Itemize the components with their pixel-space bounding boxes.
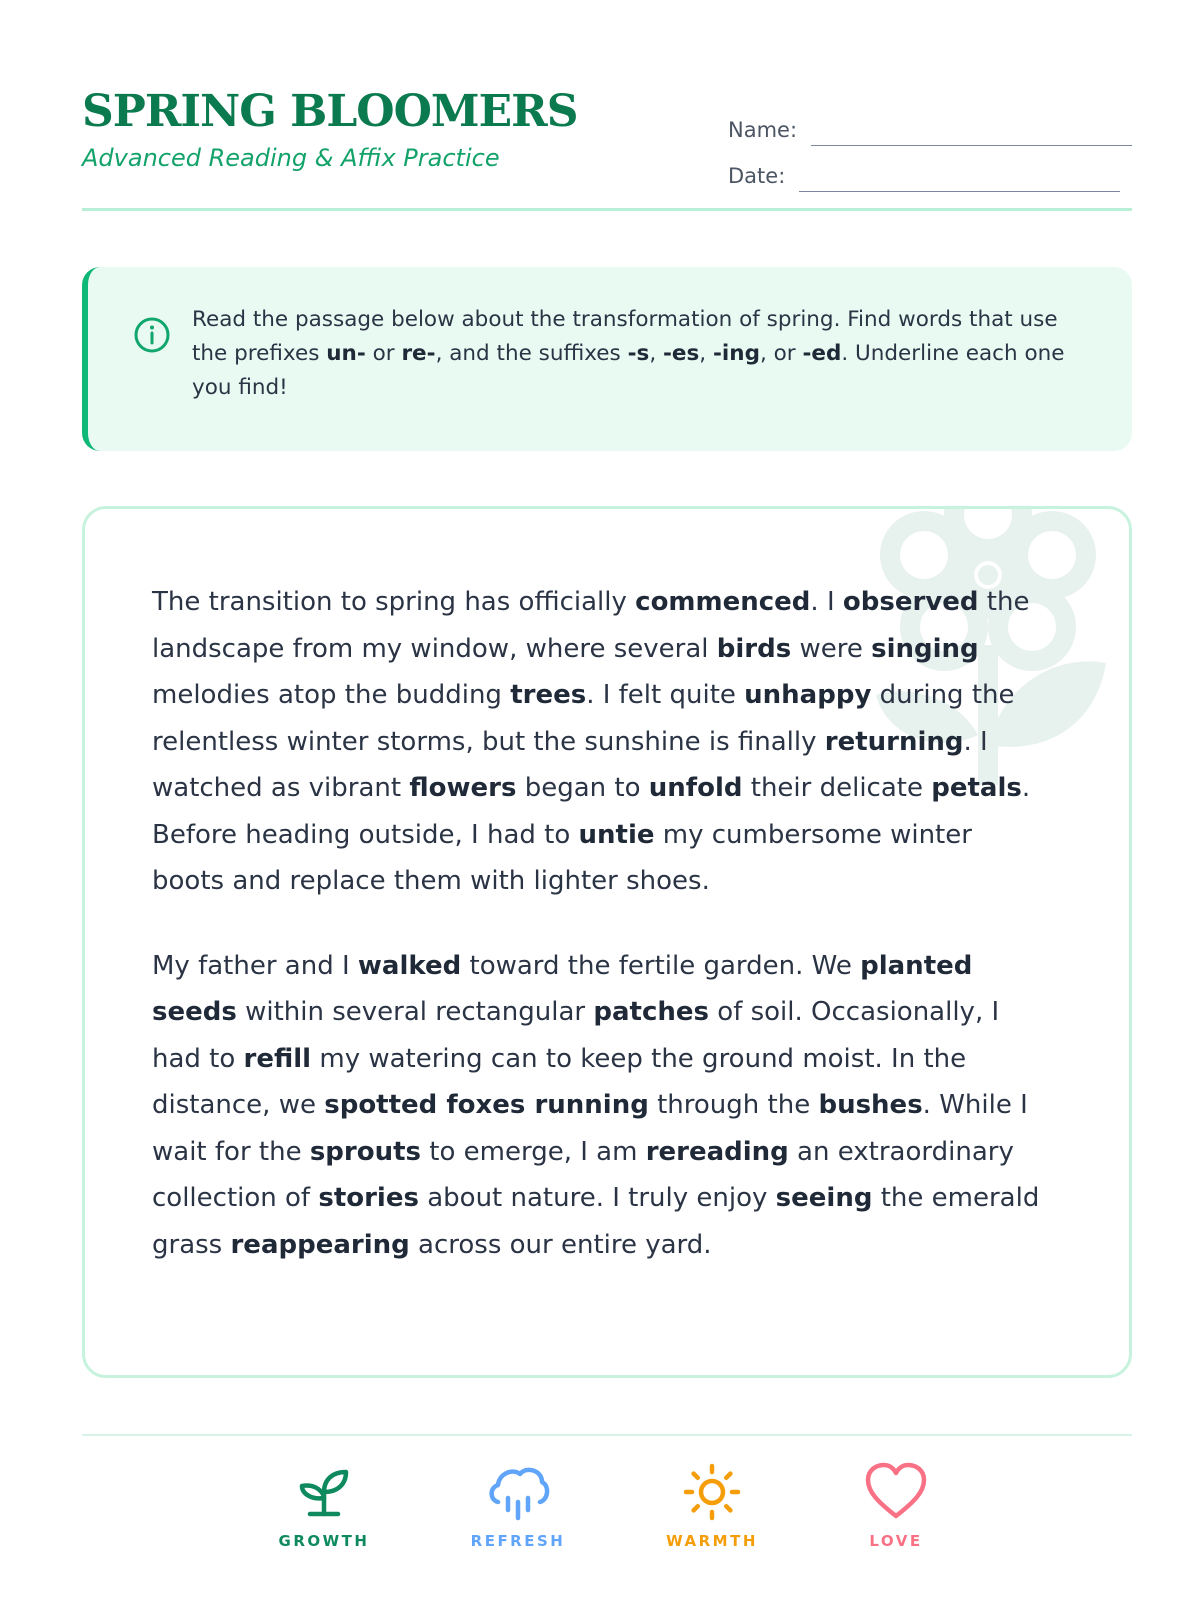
affix-word: flowers — [409, 773, 517, 803]
text-run: , — [699, 341, 713, 366]
affix-word: unfold — [648, 773, 743, 803]
text-run: or — [365, 341, 402, 366]
affix-word: trees — [510, 680, 587, 710]
text-run: the landscape from my window, where several — [152, 587, 1030, 664]
text-run: the emerald grass — [152, 1183, 1040, 1260]
affix-word: reappearing — [230, 1229, 410, 1260]
heart-icon — [864, 1462, 928, 1522]
theme-badges — [0, 1462, 1200, 1562]
name-label: Name: — [728, 118, 798, 142]
passage-paragraph — [152, 943, 1052, 1269]
affix-word: -es — [662, 341, 700, 366]
affix-word: returning — [824, 726, 964, 757]
header-divider — [82, 208, 1132, 211]
text-run: an extraordinary collection of — [152, 1136, 1014, 1213]
affix-word: unhappy — [744, 680, 872, 710]
badge-love-label: LOVE — [869, 1532, 923, 1550]
page-subtitle: Advanced Reading & Affix Practice — [82, 144, 500, 172]
text-run: , and the suffixes — [435, 341, 628, 366]
affix-word: -ing — [712, 341, 760, 366]
text-run: , — [649, 341, 663, 366]
text-run: . Underline each one you find! — [192, 341, 1065, 400]
text-run: about nature. I truly enjoy — [418, 1183, 776, 1213]
affix-word: bushes — [818, 1090, 923, 1120]
name-field[interactable] — [811, 115, 1132, 146]
affix-word: singing — [871, 633, 979, 664]
affix-word: observed — [842, 587, 979, 617]
date-label: Date: — [728, 164, 786, 188]
affix-word: spotted foxes running — [324, 1090, 649, 1120]
text-run: during the relentless winter storms, but the sunshine is finally — [152, 680, 1015, 757]
reading-passage — [152, 579, 1052, 1306]
text-run: their delicate — [742, 773, 932, 803]
text-run: , or — [759, 341, 803, 366]
text-run: . I felt quite — [586, 680, 745, 710]
text-run: . I watched as vibrant — [152, 726, 988, 803]
passage-paragraph — [152, 579, 1052, 905]
student-info-fields — [728, 100, 1132, 192]
text-run: . Before heading outside, I had to — [152, 773, 1031, 850]
affix-word: refill — [243, 1043, 312, 1074]
text-run: toward the fertile garden. We — [461, 950, 861, 981]
badge-love — [826, 1462, 966, 1550]
affix-word: petals — [931, 773, 1022, 803]
page-title: SPRING BLOOMERS — [82, 86, 578, 137]
text-run: melodies atop the budding — [152, 680, 511, 710]
text-run: were — [791, 633, 872, 664]
text-run: of soil. Occasionally, I had to — [152, 997, 1000, 1074]
instructions-box — [82, 267, 1132, 451]
badge-refresh — [448, 1462, 588, 1550]
badge-growth-label: GROWTH — [278, 1532, 370, 1550]
text-run: began to — [516, 773, 649, 803]
info-icon — [132, 315, 172, 355]
affix-word: planted seeds — [152, 950, 973, 1027]
badge-warmth — [642, 1462, 782, 1550]
text-run: . I — [810, 587, 843, 617]
text-run: within several rectangular — [236, 997, 594, 1027]
affix-word: stories — [318, 1183, 419, 1213]
affix-word: rereading — [645, 1136, 789, 1167]
name-field-row — [728, 100, 1132, 146]
passage-card — [82, 506, 1132, 1378]
text-run: . While I wait for the — [152, 1090, 1028, 1167]
badge-warmth-label: WARMTH — [666, 1532, 758, 1550]
affix-word: seeing — [775, 1183, 873, 1213]
affix-word: patches — [593, 997, 710, 1027]
text-run: my watering can to keep the ground moist. In the distance, we — [152, 1043, 967, 1120]
badge-refresh-label: REFRESH — [470, 1532, 566, 1550]
affix-word: untie — [578, 819, 655, 850]
footer-divider — [82, 1434, 1132, 1436]
affix-word: birds — [716, 633, 792, 664]
text-run: Read the passage below about the transformation of spring. Find words that use the prefixes — [192, 307, 1058, 366]
rain-cloud-icon — [486, 1462, 550, 1522]
affix-word: un- — [326, 341, 366, 366]
text-run: My father and I — [152, 950, 358, 981]
text-run: across our entire yard. — [409, 1229, 712, 1260]
affix-word: commenced — [635, 587, 811, 617]
sprout-icon — [294, 1462, 354, 1522]
affix-word: re- — [401, 341, 436, 366]
text-run: The transition to spring has officially — [152, 587, 636, 617]
affix-word: -s — [627, 341, 650, 366]
text-run: through the — [648, 1090, 819, 1120]
date-field[interactable] — [799, 161, 1120, 192]
badge-growth — [254, 1462, 394, 1550]
instructions-text — [192, 303, 1092, 405]
text-run: to emerge, I am — [421, 1136, 646, 1167]
affix-word: sprouts — [309, 1136, 422, 1167]
sun-icon — [680, 1462, 744, 1522]
text-run: my cumbersome winter boots and replace them with lighter shoes. — [152, 819, 972, 896]
affix-word: -ed — [802, 341, 842, 366]
affix-word: walked — [357, 950, 462, 981]
date-field-row — [728, 146, 1132, 192]
